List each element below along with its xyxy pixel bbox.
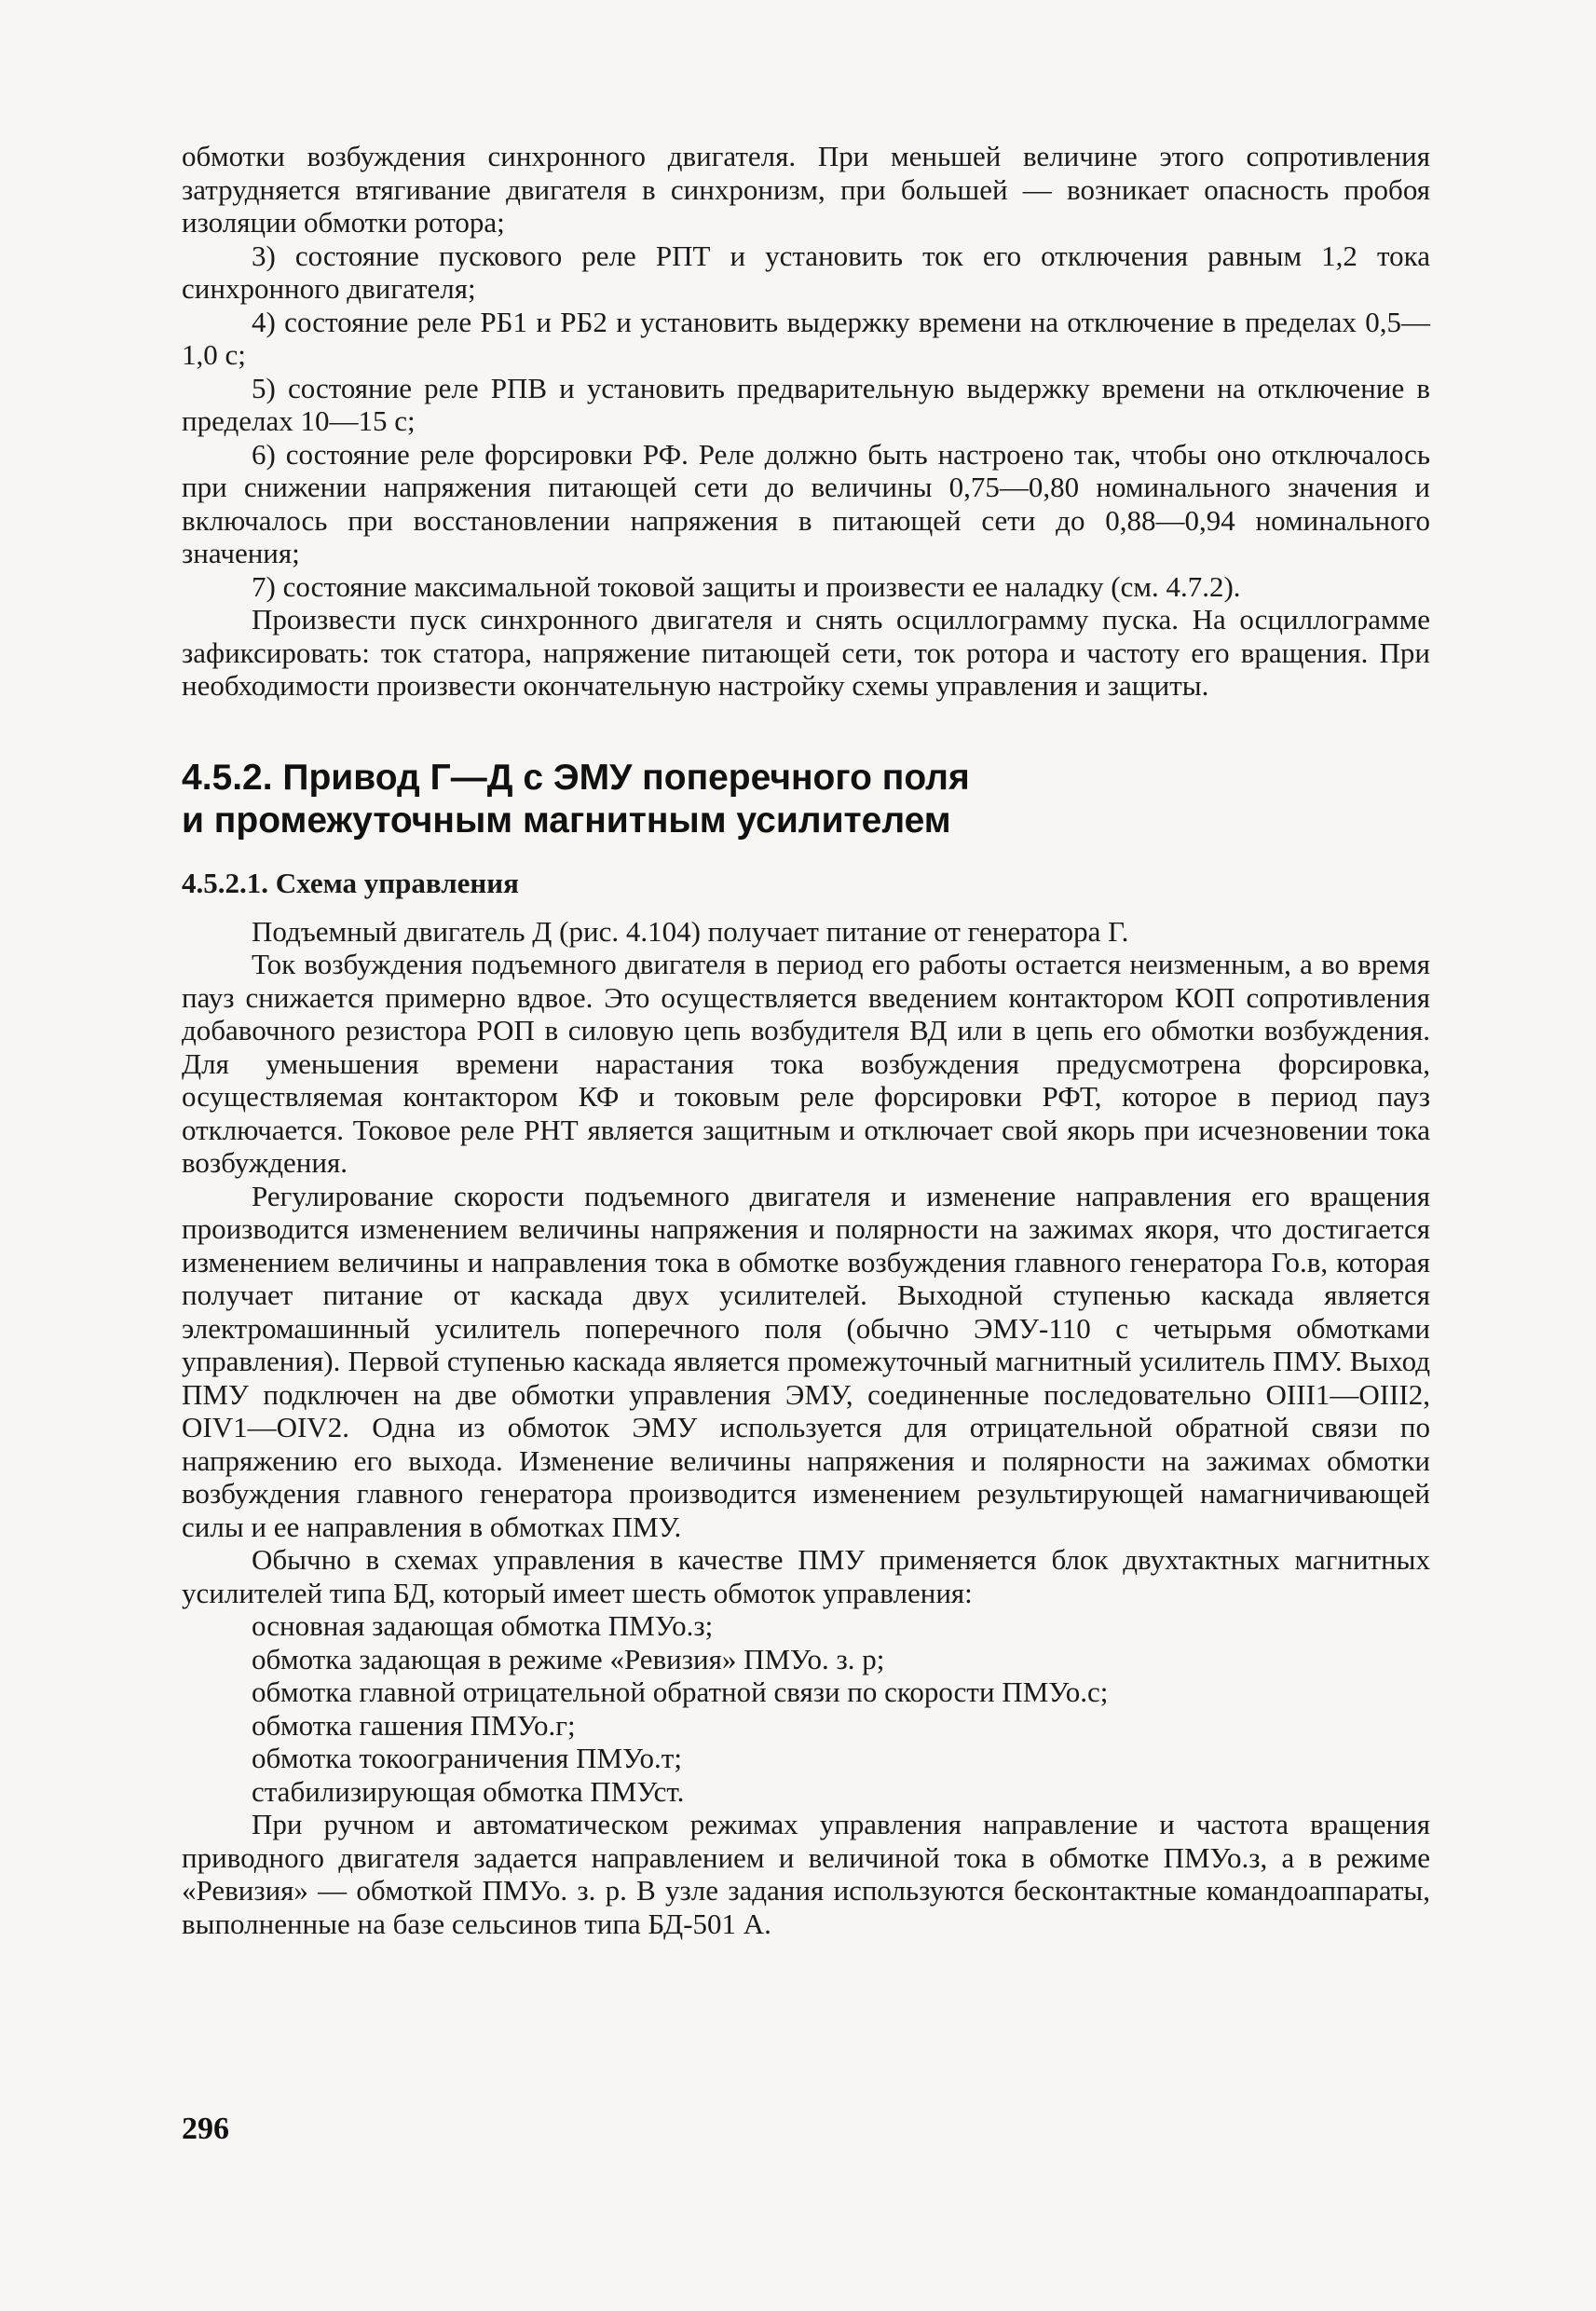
text-paragraph: 6) состояние реле форсировки РФ. Реле должно быть настроено так, чтобы оно отключалось при снижении напряжения питающей сети до величины 0,75—0,80 номинального значения и включалось при восстановлении напряжения в питающей сети до 0,88—0,94 номинального значения; xyxy=(182,437,1430,569)
text-paragraph: 4) состояние реле РБ1 и РБ2 и установить выдержку времени на отключение в пределах 0,5—1,0 с; xyxy=(182,305,1430,371)
list-item: основная задающая обмотка ПМУо.з; xyxy=(252,1609,714,1642)
text-paragraph: 3) состояние пускового реле РПТ и установить ток его отключения равным 1,2 тока синхронного двигателя; xyxy=(182,239,1430,305)
text-paragraph: 7) состояние максимальной токовой защиты и произвести ее наладку (см. 4.7.2). xyxy=(252,569,1241,603)
text-paragraph: Обычно в схемах управления в качестве ПМУ применяется блок двухтактных магнитных усилителей типа БД, который имеет шесть обмоток управления: xyxy=(182,1543,1430,1609)
text-paragraph: При ручном и автоматическом режимах управления направление и частота вращения приводного двигателя задается направлением и величиной тока в обмотке ПМУо.з, а в режиме «Ревизия» — обмоткой ПМУо. з. р. В узле задания используются бесконтактные командоаппараты, выполненные на базе сельсинов типа БД-501 А. xyxy=(182,1808,1430,1940)
page-body xyxy=(182,140,1430,1940)
section-heading-line2: и промежуточным магнитным усилителем xyxy=(182,800,951,841)
list-item: обмотка главной отрицательной обратной связи по скорости ПМУо.с; xyxy=(252,1675,1109,1708)
winding-list xyxy=(182,1609,1430,1808)
text-paragraph: обмотки возбуждения синхронного двигателя. При меньшей величине этого сопротивления затрудняется втягивание двигателя в синхронизм, при большей — возникает опасность пробоя изоляции обмотки ротора; xyxy=(182,140,1430,239)
text-paragraph: Подъемный двигатель Д (рис. 4.104) получает питание от генератора Г. xyxy=(252,914,1129,948)
text-paragraph: Регулирование скорости подъемного двигателя и изменение направления его вращения производится изменением величины напряжения и полярности на зажимах якоря, что достигается изменением величины и направления тока в обмотке возбуждения главного генератора Го.в, которая получает питание от каскада двух усилителей. Выходной ступенью каскада является электромашинный усилитель поперечного поля (обычно ЭМУ-110 с четырьмя обмотками управления). Первой ступенью каскада является промежуточный магнитный усилитель ПМУ. Выход ПМУ подключен на две обмотки управления ЭМУ, соединенные последовательно ОIII1—ОIII2, ОIV1—ОIV2. Одна из обмоток ЭМУ используется для отрицательной обратной связи по напряжению его выхода. Изменение величины напряжения и полярности на зажимах обмотки возбуждения главного генератора производится изменением результирующей намагничивающей силы и ее направления в обмотках ПМУ. xyxy=(182,1179,1430,1543)
text-paragraph: Произвести пуск синхронного двигателя и снять осциллограмму пуска. На осциллограмме зафиксировать: ток статора, напряжение питающей сети, ток ротора и частоту его вращения. При необходимости произвести окончательную настройку схемы управления и защиты. xyxy=(182,603,1430,702)
text-paragraph: 5) состояние реле РПВ и установить предварительную выдержку времени на отключение в пределах 10—15 с; xyxy=(182,371,1430,437)
list-item: обмотка гашения ПМУо.г; xyxy=(252,1708,576,1742)
page-number: 296 xyxy=(182,2112,229,2146)
section-heading xyxy=(182,757,1430,842)
list-item: стабилизирующая обмотка ПМУст. xyxy=(252,1774,685,1808)
list-item: обмотка задающая в режиме «Ревизия» ПМУо. з. р; xyxy=(252,1642,885,1675)
list-item: обмотка токоограничения ПМУо.т; xyxy=(252,1742,682,1774)
text-paragraph: Ток возбуждения подъемного двигателя в период его работы остается неизменным, а во время пауз снижается примерно вдвое. Это осуществляется введением контактором КОП сопротивления добавочного резистора РОП в силовую цепь возбудителя ВД или в цепь его обмотки возбуждения. Для уменьшения времени нарастания тока возбуждения предусмотрена форсировка, осуществляемая контактором КФ и токовым реле форсировки РФТ, которое в период пауз отключается. Токовое реле РНТ является защитным и отключает свой якорь при исчезновении тока возбуждения. xyxy=(182,948,1430,1179)
subsection-heading: 4.5.2.1. Схема управления xyxy=(182,866,519,899)
section-heading-line1: 4.5.2. Привод Г—Д с ЭМУ поперечного поля xyxy=(182,757,970,798)
